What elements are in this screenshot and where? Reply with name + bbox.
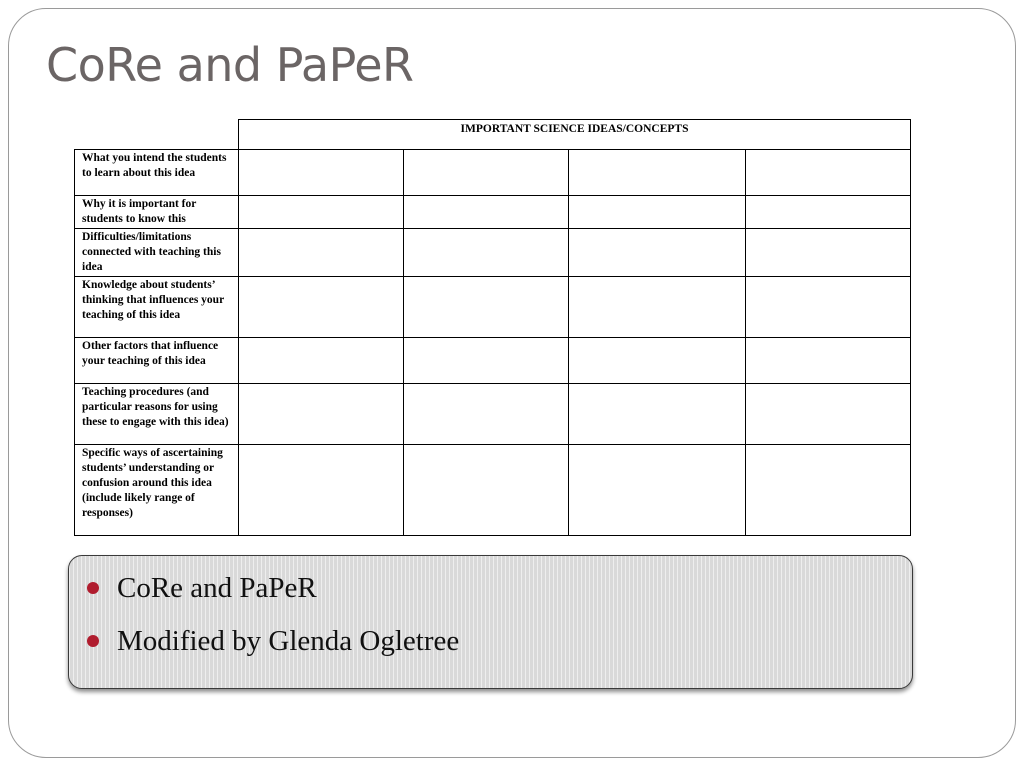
table-cell [569,196,746,229]
row-label: Knowledge about students’ thinking that influences your teaching of this idea [75,277,239,338]
table-header: IMPORTANT SCIENCE IDEAS/CONCEPTS [239,120,911,150]
table-cell [239,384,404,445]
table-cell [239,338,404,384]
table-cell [239,445,404,536]
blank-corner-cell [75,120,239,150]
core-table [74,119,911,536]
table-cell [404,277,569,338]
table-row [75,150,911,196]
table-cell [746,196,911,229]
table-cell [746,338,911,384]
table-cell [404,196,569,229]
row-label: What you intend the students to learn about this idea [75,150,239,196]
table-cell [569,150,746,196]
table-row [75,384,911,445]
table-cell [404,150,569,196]
table-cell [569,384,746,445]
table-cell [239,196,404,229]
bullet-dot-icon [87,635,99,647]
table-row [75,338,911,384]
table-cell [746,229,911,277]
bullet-box [68,555,913,689]
table-cell [404,445,569,536]
bullet-text: CoRe and PaPeR [117,572,317,604]
bullet-item [87,570,459,623]
bullet-dot-icon [87,582,99,594]
table-cell [404,229,569,277]
table-row [75,277,911,338]
slide-title: CoRe and PaPeR [46,38,414,92]
table-cell [404,338,569,384]
table-cell [746,150,911,196]
table-cell [746,277,911,338]
table-cell [239,150,404,196]
row-label: Difficulties/limitations connected with teaching this idea [75,229,239,277]
bullet-text: Modified by Glenda Ogletree [117,625,460,657]
table-cell [746,445,911,536]
row-label: Specific ways of ascertaining students’ understanding or confusion around this idea (include likely range of responses) [75,445,239,536]
table-cell [404,384,569,445]
table-cell [569,277,746,338]
table-cell [239,277,404,338]
table-cell [746,384,911,445]
table-row [75,229,911,277]
bullet-list [87,570,459,676]
table-cell [569,445,746,536]
bullet-item [87,623,459,676]
row-label: Why it is important for students to know this [75,196,239,229]
table-cell [569,229,746,277]
row-label: Other factors that influence your teaching of this idea [75,338,239,384]
table-row [75,445,911,536]
table-cell [569,338,746,384]
table-header-row [75,120,911,150]
table-cell [239,229,404,277]
table-row [75,196,911,229]
row-label: Teaching procedures (and particular reasons for using these to engage with this idea) [75,384,239,445]
